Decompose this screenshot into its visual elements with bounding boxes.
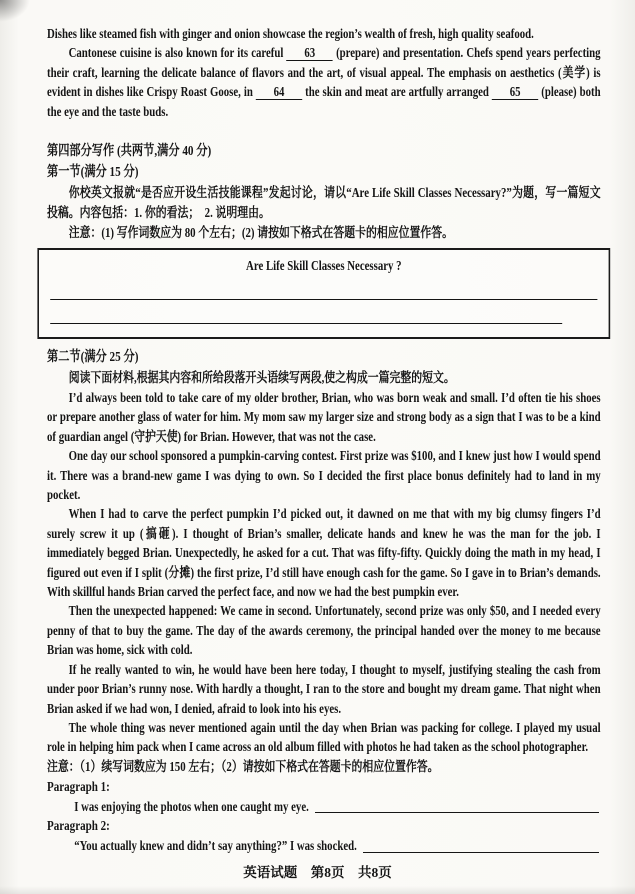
answer-line bbox=[50, 276, 597, 300]
answer-line bbox=[315, 811, 599, 813]
paragraph2-label: Paragraph 2: bbox=[47, 818, 110, 834]
page-footer: 英语试题 第8页 共8页 bbox=[243, 865, 392, 880]
answer-line bbox=[50, 300, 562, 324]
continuation-notice: 注意：（1）续写词数应为 150 左右；（2）请按如下格式在答题卡的相应位置作答。 bbox=[47, 758, 439, 774]
answer-line bbox=[363, 851, 599, 853]
story-paragraph-4: Then the unexpected happened: We came in second. Unfortunately, second prize was only $50, and I needed every penny of that to buy the game. The day of the awards ceremony, the principal handed over the money to me because Brian was home, sick with cold. bbox=[47, 603, 601, 658]
section1-heading: 第一节(满分 15 分) bbox=[47, 164, 139, 180]
story-paragraph-3: When I had to carve the perfect pumpkin I’d picked out, it dawned on me that with my big clumsy fingers I’d surely screw it up (搞砸). I thought of Brian’s smaller, delicate hands and knew he was the man for the job. I immediately begged Brian. Unexpectedly, he asked for a cut. That was fifty-fifty. Quickly doing the math in my head, I figured out even if I split (分摊) the first prize, I’d still have enough cash for the game. So I gave in to Brian’s demands. With skillful hands Brian carved the perfect face, and now we had the best pumpkin ever. bbox=[47, 506, 601, 600]
story-paragraph-1: I’d always been told to take care of my older brother, Brian, who was born weak and small. I’d often tie his shoes or prepare another glass of water for him. My mom saw my larger size and strong body as a sign that I was to be a kind of guardian angel (守护天使) for Brian. However, that was not the case. bbox=[47, 390, 601, 444]
story-paragraph-2: One day our school sponsored a pumpkin-carving contest. First prize was $100, and I knew just how I would spend it. There was a brand-new game I was dying to own. So I decided the first place bonus definitely had to land in my pocket. bbox=[47, 448, 601, 503]
fill-blank-65: 65 bbox=[492, 85, 538, 100]
reading-instruction: 阅读下面材料,根据其内容和所给段落开头语续写两段,使之构成一篇完整的短文。 bbox=[68, 370, 455, 386]
section2-heading: 第二节(满分 25 分) bbox=[47, 349, 139, 365]
essay-notice: 注意：(1) 写作词数应为 80 个左右；(2) 请按如下格式在答题卡的相应位置作答。 bbox=[68, 224, 453, 240]
seafood-sentence: Dishes like steamed fish with ginger and onion showcase the region’s wealth of fresh, high quality seafood. bbox=[47, 26, 534, 41]
story-paragraph-5: If he really wanted to win, he would have been here today, I thought to myself, justifying stealing the cash from under poor Brian’s runny nose. With hardly a thought, I ran to the store and bought my dream game. That night when Brian asked if we had won, I denied, afraid to look into his eyes. bbox=[47, 661, 601, 716]
grammar-fill-paragraph: Cantonese cuisine is also known for its careful 63 (prepare) and presentation. Chefs spend years perfecting their craft, learning the delicate balance of flavors and the art, of visual appeal. The emphasis on aesthetics (美学) is evident in dishes like Crispy Roast Goose, in 64 the skin and meat are artfully arranged 65 (please) both the eye and the taste buds. bbox=[47, 45, 601, 119]
essay-title: Are Life Skill Classes Necessary ? bbox=[246, 257, 402, 273]
story-paragraph-6: The whole thing was never mentioned again until the day when Brian was packing for college. I played my usual role in helping him pack when I came across an old album filled with photos he had taken as the school photographer. bbox=[47, 719, 601, 755]
document-body bbox=[47, 24, 601, 856]
paragraph2-opening: “You actually knew and didn’t say anything?” I was shocked. bbox=[47, 836, 601, 856]
paragraph1-label: Paragraph 1: bbox=[47, 778, 110, 794]
essay-title-box bbox=[37, 248, 610, 339]
fill-blank-63: 63 bbox=[287, 46, 333, 61]
part4-heading: 第四部分写作 (共两节,满分 40 分) bbox=[47, 144, 212, 160]
fill-blank-64: 64 bbox=[256, 85, 302, 100]
paragraph1-opening: I was enjoying the photos when one caught my eye. bbox=[47, 797, 601, 817]
essay-prompt: 你校英文报就“是否应开设生活技能课程”发起讨论，请以“Are Life Skill Classes Necessary?”为题，写一篇短文投稿。内容包括：1. 你的看法； 2. 说明理由。 bbox=[47, 185, 601, 221]
